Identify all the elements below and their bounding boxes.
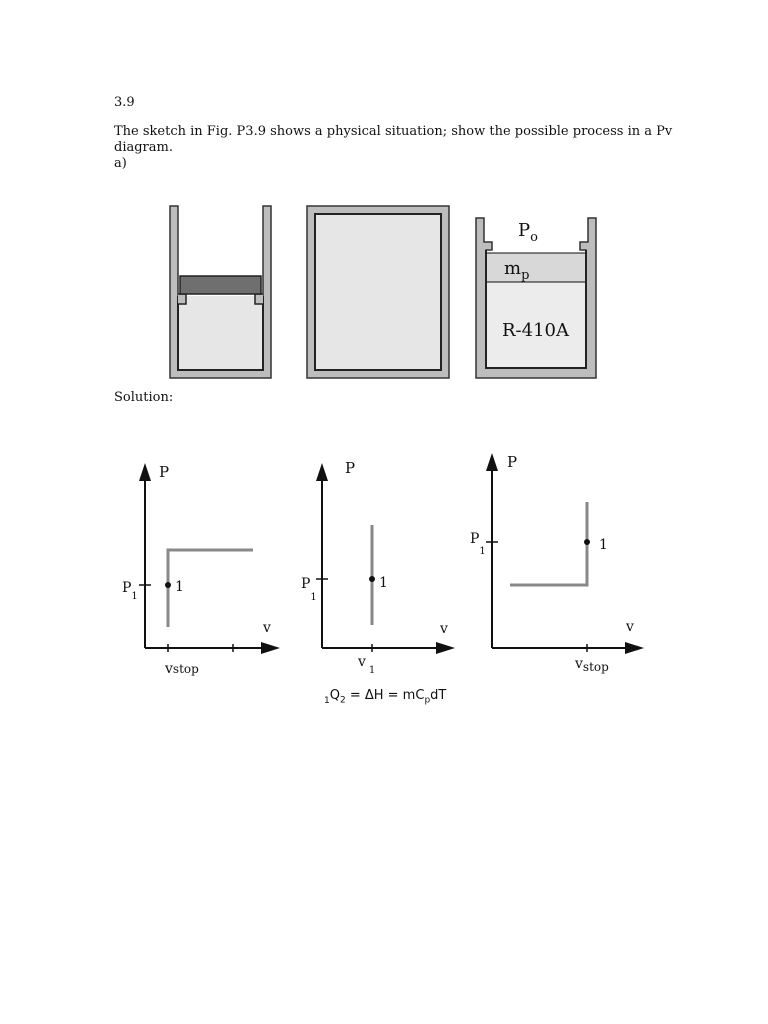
rigid-tank — [307, 206, 449, 378]
piston-mass — [486, 253, 586, 282]
cylinder-with-stops — [170, 206, 271, 378]
piston-mass-label: $m_p$ — [504, 258, 530, 283]
physical-sketch — [160, 198, 610, 388]
ambient-pressure-label: $P_o$ — [518, 220, 538, 245]
y-axis-label: P — [159, 463, 170, 481]
x-axis-arrow-icon — [625, 642, 644, 654]
problem-number: 3.9 — [114, 95, 135, 110]
y-axis-label: P — [507, 453, 518, 471]
x-axis-arrow-icon — [261, 642, 280, 654]
x-axis-arrow-icon — [436, 642, 455, 654]
state-label: 1 — [175, 579, 184, 595]
state-label: 1 — [379, 575, 388, 591]
pv-diagram-a — [115, 435, 290, 680]
state-point — [584, 539, 590, 545]
x-axis-label: v — [263, 620, 271, 636]
y-axis-arrow-icon — [316, 463, 328, 481]
piston — [180, 276, 261, 294]
problem-prompt-line-1: The sketch in Fig. P3.9 shows a physical situation; show the possible process in a Pv — [114, 124, 673, 139]
process-path — [510, 502, 587, 585]
p1-label: $P_1$ — [470, 531, 486, 557]
state-point — [165, 582, 171, 588]
x-axis-label: v — [626, 619, 634, 635]
p1-label: $P_1$ — [301, 576, 317, 603]
state-label: 1 — [599, 537, 608, 553]
y-axis-arrow-icon — [486, 453, 498, 471]
heat-transfer-equation: $_1Q_2 = \Delta H = mC_pdT$ — [324, 688, 447, 706]
x-tick-label: vstop — [165, 661, 199, 677]
solution-label: Solution: — [114, 390, 174, 405]
y-axis-arrow-icon — [139, 463, 151, 481]
state-point — [369, 576, 375, 582]
p1-label: $P_1$ — [122, 580, 138, 602]
pv-diagram-c — [470, 435, 655, 680]
x-tick-label: vstop — [575, 656, 609, 674]
piston-cylinder-r410a — [476, 218, 596, 378]
fluid-label: R-410A — [502, 320, 569, 341]
pv-diagram-b — [295, 440, 465, 680]
x-axis-label: v — [440, 621, 448, 637]
y-axis-label: P — [345, 459, 356, 477]
x-tick-label: $v_1$ — [358, 654, 376, 676]
part-label: a) — [114, 156, 127, 171]
problem-prompt-line-2: diagram. — [114, 140, 173, 155]
